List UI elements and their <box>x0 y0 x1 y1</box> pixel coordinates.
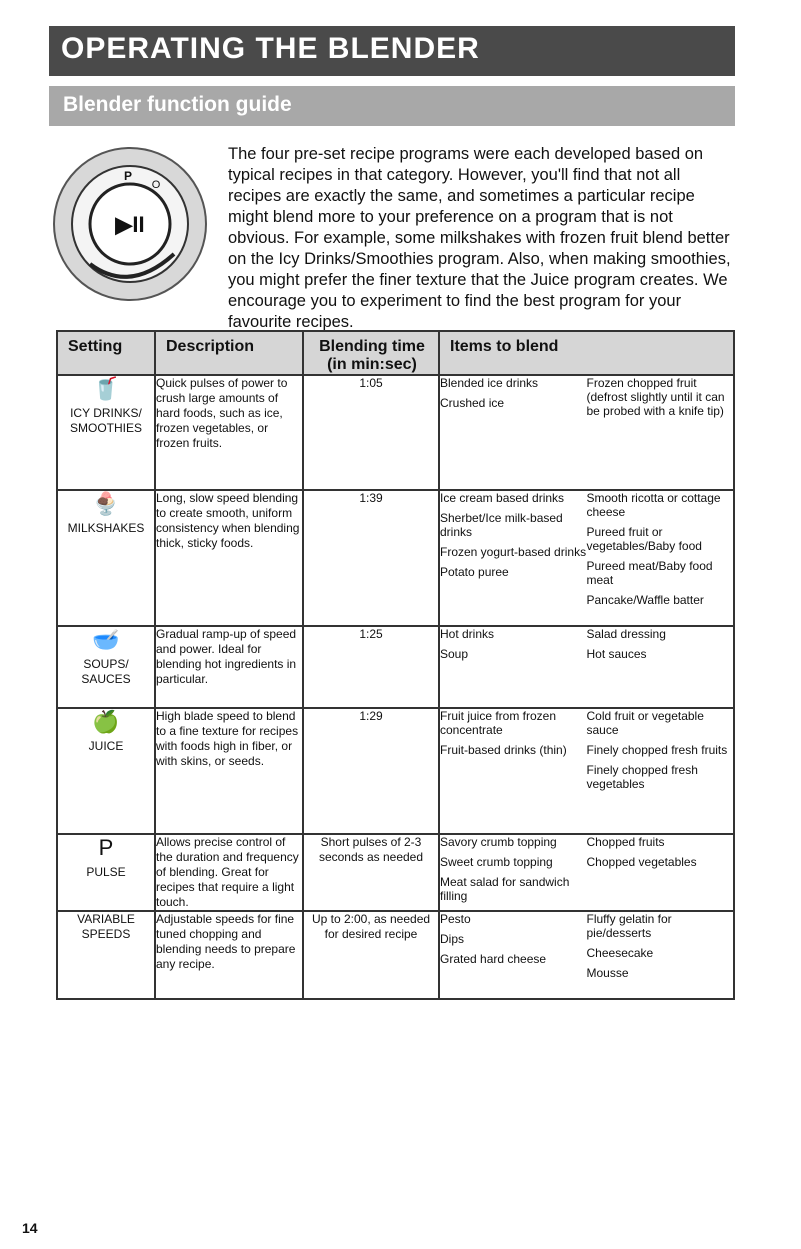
setting-cell <box>57 911 155 999</box>
items-cell <box>439 708 734 834</box>
item-entry: Fluffy gelatin for pie/desserts <box>586 912 672 940</box>
setting-name: JUICE <box>88 739 124 753</box>
items-cell <box>439 911 734 999</box>
items-cell <box>439 834 734 911</box>
setting-name: VARIABLE SPEEDS <box>77 912 135 941</box>
setting-cell <box>57 626 155 708</box>
setting-cell <box>57 708 155 834</box>
item-entry: Cheesecake <box>586 946 654 960</box>
item-entry: Grated hard cheese <box>440 952 547 966</box>
blender-function-table <box>56 330 735 1000</box>
svg-text:O: O <box>151 179 161 191</box>
item-entry: Sweet crumb topping <box>440 855 553 869</box>
table-row <box>57 834 734 911</box>
description-cell: High blade speed to blend to a fine texture for recipes with foods high in fiber, or with skins, or seeds. <box>155 708 303 834</box>
item-entry: Pesto <box>440 912 471 926</box>
items-cell <box>439 490 734 626</box>
item-entry: Hot drinks <box>440 627 495 641</box>
item-entry: Cold fruit or vegetable sauce <box>586 709 704 737</box>
item-entry: Dips <box>440 932 465 946</box>
page-title: OPERATING THE BLENDER <box>61 32 480 65</box>
item-entry: Pancake/Waffle batter <box>586 593 704 607</box>
item-entry: Hot sauces <box>586 647 647 661</box>
item-entry: Smooth ricotta or cottage cheese <box>586 491 721 519</box>
item-entry: Fruit juice from frozen concentrate <box>440 709 557 737</box>
table-row <box>57 626 734 708</box>
table-header-row <box>57 331 734 375</box>
blending-time-cell: 1:05 <box>303 375 439 490</box>
svg-text:P: P <box>123 169 133 183</box>
program-dial-icon <box>50 144 210 304</box>
item-entry: Potato puree <box>440 565 509 579</box>
dial-play-pause-label: ▶II <box>115 212 145 237</box>
blending-time-cell: Up to 2:00, as needed for desired recipe <box>303 911 439 999</box>
setting-cell <box>57 490 155 626</box>
description-cell: Gradual ramp-up of speed and power. Ideal for blending hot ingredients in particular. <box>155 626 303 708</box>
description-cell: Long, slow speed blending to create smooth, uniform consistency when blending thick, sticky foods. <box>155 490 303 626</box>
page-number: 14 <box>22 1220 38 1236</box>
setting-name: PULSE <box>86 865 126 879</box>
item-entry: Crushed ice <box>440 396 505 410</box>
item-entry: Savory crumb topping <box>440 835 557 849</box>
table-row <box>57 375 734 490</box>
blending-time-cell: 1:29 <box>303 708 439 834</box>
pulse-p-icon: P <box>98 835 114 860</box>
setting-name: SOUPS/ SAUCES <box>81 657 131 686</box>
table-row <box>57 708 734 834</box>
section-title: Blender function guide <box>63 93 292 116</box>
item-entry: Pureed fruit or vegetables/Baby food <box>586 525 702 553</box>
item-entry: Sherbet/Ice milk-based drinks <box>440 511 563 539</box>
bowl-icon: 🥣 <box>92 627 120 652</box>
item-entry: Meat salad for sandwich filling <box>440 875 570 903</box>
blending-time-cell: 1:25 <box>303 626 439 708</box>
description-cell: Adjustable speeds for fine tuned chopping and blending needs to prepare any recipe. <box>155 911 303 999</box>
item-entry: Ice cream based drinks <box>440 491 565 505</box>
description-cell: Allows precise control of the duration and frequency of blending. Great for recipes that require a light touch. <box>155 834 303 911</box>
header-blending-time: Blending time (in min:sec) <box>303 331 439 375</box>
cup-icon: 🥤 <box>92 376 120 401</box>
item-entry: Pureed meat/Baby food meat <box>586 559 713 587</box>
section-banner <box>49 86 735 126</box>
milkshake-icon: 🍨 <box>92 491 120 516</box>
setting-cell <box>57 834 155 911</box>
item-entry: Blended ice drinks <box>440 376 539 390</box>
item-entry: Finely chopped fresh fruits <box>586 743 728 757</box>
item-entry: Mousse <box>586 966 629 980</box>
item-entry: Salad dressing <box>586 627 666 641</box>
intro-paragraph: The four pre-set recipe programs were each developed based on typical recipes in that category. However, you'll find that not all recipes are exactly the same, and sometimes a particular recipe might blend more to your preference on a program that is not obvious. For example, some milkshakes with frozen fruit blend better on the Icy Drinks/Smoothies program. Also, when making smoothies, you might prefer the finer texture that the Juice program creates. We encourage you to experiment to find the best program for your favourite recipes. <box>228 145 731 331</box>
setting-name: MILKSHAKES <box>67 521 145 535</box>
item-entry: Frozen chopped fruit (defrost slightly until it can be probed with a knife tip) <box>586 376 725 418</box>
items-cell <box>439 375 734 490</box>
blending-time-cell: Short pulses of 2-3 seconds as needed <box>303 834 439 911</box>
item-entry: Frozen yogurt-based drinks <box>440 545 587 559</box>
table-row <box>57 911 734 999</box>
item-entry: Chopped fruits <box>586 835 665 849</box>
item-entry: Fruit-based drinks (thin) <box>440 743 567 757</box>
blending-time-cell: 1:39 <box>303 490 439 626</box>
table-row <box>57 490 734 626</box>
items-cell <box>439 626 734 708</box>
item-entry: Chopped vegetables <box>586 855 697 869</box>
title-banner <box>49 26 735 76</box>
item-entry: Soup <box>440 647 469 661</box>
description-cell: Quick pulses of power to crush large amounts of hard foods, such as ice, frozen vegetables, or frozen fruits. <box>155 375 303 490</box>
header-setting: Setting <box>57 331 155 375</box>
header-items: Items to blend <box>439 331 734 375</box>
setting-cell <box>57 375 155 490</box>
header-description: Description <box>155 331 303 375</box>
item-entry: Finely chopped fresh vegetables <box>586 763 698 791</box>
apple-drop-icon: 🍏 <box>92 709 120 734</box>
setting-name: ICY DRINKS/ SMOOTHIES <box>69 406 142 435</box>
